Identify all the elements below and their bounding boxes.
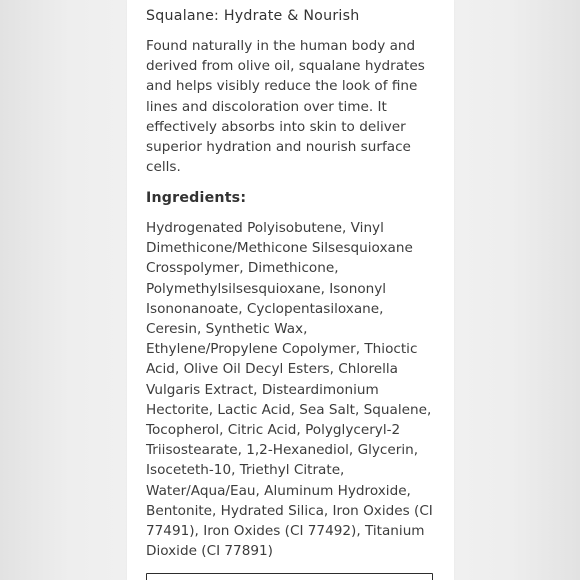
description-line: derived from olive oil, squalane hydrates <box>146 58 425 75</box>
description-line: superior hydration and nourish surface <box>146 139 411 156</box>
ingredients-line: Hydrogenated Polyisobutene, Vinyl <box>146 220 384 236</box>
description-line: Found naturally in the human body and <box>146 38 416 54</box>
ingredients-line: Polymethylsilsesquioxane, Isononyl <box>146 280 387 297</box>
ingredients-line: Acid, Olive Oil Decyl Esters, Chlorella <box>146 361 399 378</box>
ingredients-line: Ceresin, Synthetic Wax, <box>146 321 308 338</box>
ingredients-line: Isoceteth-10, Triethyl Citrate, <box>146 462 345 479</box>
ingredients-line: Bentonite, Hydrated Silica, Iron Oxides (CI <box>146 502 433 519</box>
description-line: effectively absorbs into skin to deliver <box>146 118 406 135</box>
description-line: and helps visibly reduce the look of fine <box>146 78 418 95</box>
ingredients-line: Ethylene/Propylene Copolymer, Thioctic <box>146 341 418 358</box>
product-details-panel <box>127 0 454 580</box>
section-title: Squalane: Hydrate & Nourish <box>146 8 360 24</box>
action-box[interactable] <box>146 573 433 580</box>
description-line: cells. <box>146 159 181 176</box>
ingredients-line: 77491), Iron Oxides (CI 77492), Titanium <box>146 523 425 540</box>
ingredients-line: Crosspolymer, Dimethicone, <box>146 260 339 277</box>
description-line: lines and discoloration over time. It <box>146 98 387 115</box>
ingredients-line: Dioxide (CI 77891) <box>146 543 273 560</box>
ingredients-line: Vulgaris Extract, Disteardimonium <box>146 381 379 398</box>
ingredients-line: Dimethicone/Methicone Silsesquioxane <box>146 240 413 257</box>
ingredients-line: Triisostearate, 1,2-Hexanediol, Glycerin, <box>146 442 419 459</box>
ingredients-heading: Ingredients: <box>146 190 247 206</box>
ingredients-list <box>146 218 436 561</box>
ingredients-line: Water/Aqua/Eau, Aluminum Hydroxide, <box>146 482 411 499</box>
product-description <box>146 36 436 177</box>
ingredients-line: Hectorite, Lactic Acid, Sea Salt, Squalene, <box>146 401 432 418</box>
ingredients-line: Isononanoate, Cyclopentasiloxane, <box>146 300 384 317</box>
ingredients-line: Tocopherol, Citric Acid, Polyglyceryl-2 <box>146 422 401 439</box>
